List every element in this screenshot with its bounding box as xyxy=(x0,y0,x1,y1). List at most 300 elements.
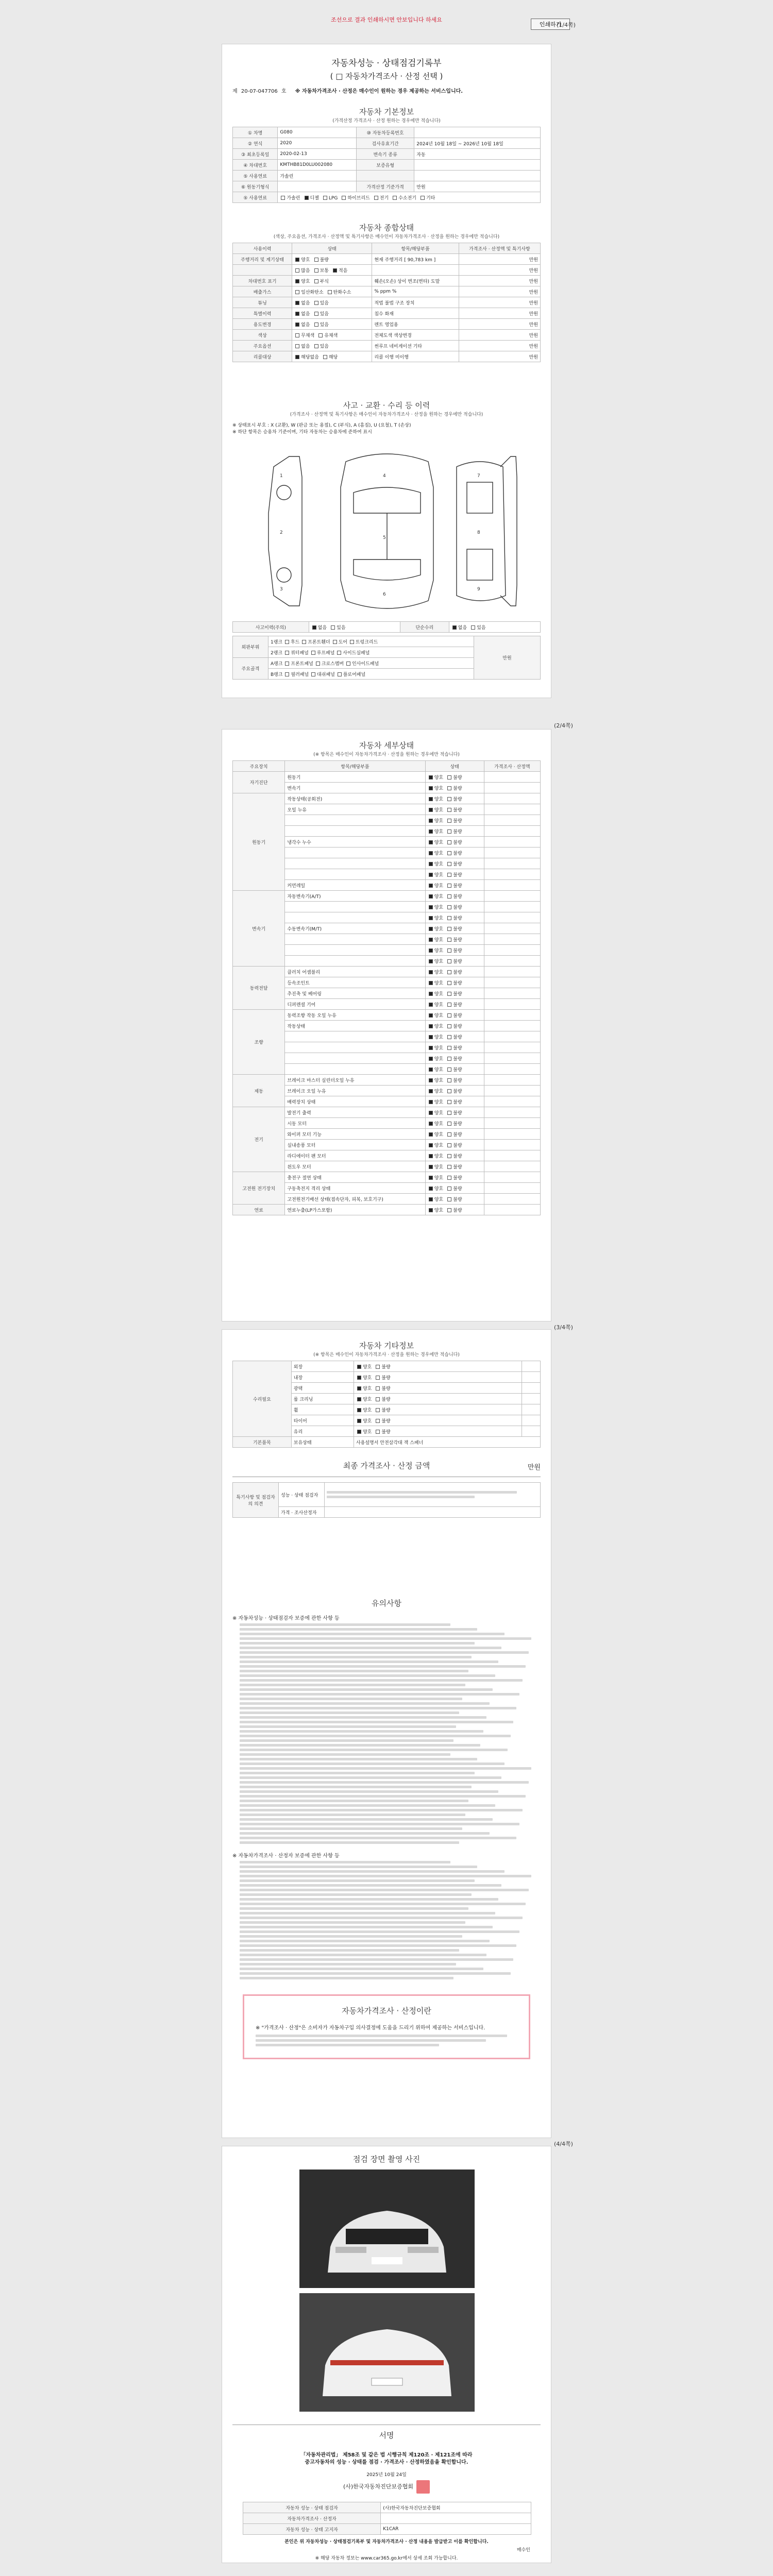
detail-item: 브레이크 마스터 실린더오일 누유 xyxy=(285,1075,425,1086)
checkbox xyxy=(295,258,299,262)
detail-status xyxy=(425,837,484,848)
checkbox xyxy=(447,1067,451,1072)
detail-row xyxy=(233,1010,541,1021)
other-item: 외장 xyxy=(291,1361,354,1372)
detail-row xyxy=(233,1075,541,1086)
detail-option: 양호 xyxy=(428,981,443,986)
detail-option: 양호 xyxy=(428,829,443,835)
detail-item: 시동 모터 xyxy=(285,1118,425,1129)
overall-option: 양호 xyxy=(294,279,310,284)
accident-legend: ※ 상태표시 부호 : X (교환), W (판금 또는 용접), C (부식), A (흠집), U (요철), T (손상) xyxy=(232,423,411,428)
detail-item: 작동상태(공회전) xyxy=(285,793,425,804)
windshield xyxy=(354,487,421,513)
overall-option: 불량 xyxy=(313,258,329,263)
checkbox xyxy=(295,323,299,327)
sign-date: 2025년 10월 24일 xyxy=(366,2472,407,2478)
overall-option: 없음 xyxy=(294,312,310,317)
checkbox xyxy=(429,1165,433,1169)
other-status xyxy=(354,1394,522,1404)
detail-status xyxy=(425,848,484,858)
detail-price xyxy=(484,1021,540,1031)
notes-body-1 xyxy=(240,1623,541,1844)
detail-item: 발전기 출력 xyxy=(285,1107,425,1118)
other-option: 불량 xyxy=(375,1376,390,1381)
detail-group: 변속기 xyxy=(233,891,285,967)
checkbox xyxy=(447,851,451,855)
checkbox xyxy=(447,808,451,812)
detail-option: 양호 xyxy=(428,1100,443,1105)
checkbox xyxy=(328,290,332,294)
detail-option: 불량 xyxy=(446,992,462,997)
detail-price xyxy=(484,988,540,999)
checkbox xyxy=(447,1197,451,1201)
detail-status xyxy=(425,1118,484,1129)
basic-label-2: 검사유효기간 xyxy=(357,138,414,149)
detail-item: 클러치 어셈블리 xyxy=(285,967,425,977)
other-option: 불량 xyxy=(375,1365,390,1370)
detail-item xyxy=(285,1042,425,1053)
overall-row xyxy=(233,276,541,286)
checkbox xyxy=(295,344,299,348)
fuel-option: 하이브리드 xyxy=(341,196,369,201)
overall-status xyxy=(292,351,372,362)
checkbox xyxy=(295,301,299,305)
detail-option: 양호 xyxy=(428,786,443,791)
overall-label: 주요옵션 xyxy=(233,341,292,351)
other-option: 양호 xyxy=(356,1376,372,1381)
detail-price xyxy=(484,815,540,826)
other-option: 불량 xyxy=(375,1386,390,1392)
detail-group: 제동 xyxy=(233,1075,285,1107)
accident-legend-2: ※ 하단 항목은 승용차 기준이며, 기타 자동차는 승용차에 준하여 표시 xyxy=(232,430,372,435)
checkbox xyxy=(447,1089,451,1093)
detail-option: 불량 xyxy=(446,1111,462,1116)
detail-option: 양호 xyxy=(428,1078,443,1083)
main-rank-a: A랭크 프론트패널 크로스멤버 인사이드패널 xyxy=(268,658,474,669)
checkbox xyxy=(447,927,451,931)
detail-option: 불량 xyxy=(446,1100,462,1105)
detail-option: 불량 xyxy=(446,1197,462,1202)
detail-item: 연료누출(LP가스포함) xyxy=(285,1205,425,1215)
checkbox xyxy=(471,625,475,630)
detail-price xyxy=(484,1161,540,1172)
simple-repair-status xyxy=(449,622,540,633)
checkbox xyxy=(312,625,316,630)
car365-note: ※ 해당 자동차 정보는 www.car365.go.kr에서 상세 조회 가능합니다. xyxy=(315,2556,458,2561)
detail-item: 커먼레일 xyxy=(285,880,425,891)
detail-item: 실내송풍 모터 xyxy=(285,1140,425,1150)
price-explain-body: ※ "가격조사 · 산정"은 소비자가 자동차구입 의사결정에 도움을 드리기 위하여 제공하는 서비스입니다. xyxy=(256,2025,485,2031)
detail-price xyxy=(484,880,540,891)
overall-option: 적음 xyxy=(332,268,347,274)
detail-price xyxy=(484,772,540,783)
detail-item xyxy=(285,1053,425,1064)
simple-repair-label: 단순수리 xyxy=(400,622,449,633)
detail-status xyxy=(425,1096,484,1107)
overall-head-1: 상태 xyxy=(292,243,372,254)
overall-detail: 전체도색 색상변경 xyxy=(372,330,459,341)
overall-detail: 썬루프 네비게이션 기타 xyxy=(372,341,459,351)
other-option: 불량 xyxy=(375,1397,390,1402)
print-notice: 조선으로 결과 인쇄하시면 안보입니다 하세요 xyxy=(331,16,442,23)
basic-items-label: 보유상태 xyxy=(291,1437,354,1448)
detail-option: 양호 xyxy=(428,1197,443,1202)
detail-option: 불량 xyxy=(446,862,462,867)
detail-option: 불량 xyxy=(446,894,462,900)
detail-title: 자동차 세부상태 xyxy=(359,741,414,750)
wheel-rear-left xyxy=(277,568,291,582)
other-price xyxy=(522,1383,541,1394)
basic-value: 2020-02-13 xyxy=(278,149,357,160)
checkbox xyxy=(376,1419,380,1423)
main-rank-b: B랭크 필러패널 대쉬패널 플로어패널 xyxy=(268,669,474,680)
overall-option: 일산화탄소 xyxy=(294,290,323,295)
checkbox xyxy=(429,1013,433,1018)
checkbox xyxy=(447,948,451,953)
detail-option: 불량 xyxy=(446,938,462,943)
sign-company: (사)한국자동차진단보증협회 xyxy=(222,2480,551,2494)
top-bar xyxy=(0,0,773,39)
detail-option: 양호 xyxy=(428,916,443,921)
detail-status xyxy=(425,912,484,923)
checkbox xyxy=(429,1197,433,1201)
svg-text:2: 2 xyxy=(280,530,283,535)
overall-status xyxy=(292,297,372,308)
overall-price: 만원 xyxy=(459,297,540,308)
detail-item xyxy=(285,912,425,923)
detail-option: 양호 xyxy=(428,959,443,964)
detail-price xyxy=(484,858,540,869)
basic-value: 가솔린 xyxy=(278,171,357,181)
detail-option: 불량 xyxy=(446,851,462,856)
checkbox xyxy=(447,905,451,909)
basic-label-2: 보증유형 xyxy=(357,160,414,171)
checkbox xyxy=(447,959,451,963)
notes-section xyxy=(232,1598,541,1981)
detail-option: 양호 xyxy=(428,927,443,932)
checkbox xyxy=(429,873,433,877)
basic-value: 2020 xyxy=(278,138,357,149)
detail-head-2: 상태 xyxy=(425,761,484,772)
basic-sub: (가격산정 가격조사 · 산정 원하는 경우에만 적습니다) xyxy=(332,118,441,124)
checkbox xyxy=(447,1111,451,1115)
detail-option: 불량 xyxy=(446,1089,462,1094)
other-item: 휠 xyxy=(291,1404,354,1415)
fuel-option: 가솔린 xyxy=(280,196,300,201)
checkbox xyxy=(429,927,433,931)
detail-row xyxy=(233,891,541,902)
final-price-title: 최종 가격조사 · 산정 금액 xyxy=(343,1461,430,1470)
checkbox xyxy=(429,884,433,888)
basic-row xyxy=(233,138,541,149)
detail-option: 양호 xyxy=(428,1132,443,1138)
detail-option: 불량 xyxy=(446,1143,462,1148)
checkbox xyxy=(314,323,318,327)
detail-option: 양호 xyxy=(428,1046,443,1051)
overall-detail: 렌트 영업용 xyxy=(372,319,459,330)
fuel-option: 디젤 xyxy=(304,196,319,201)
basic-value-2: 2024년 10월 18일 ~ 2026년 10월 18일 xyxy=(414,138,541,149)
basic-items-opts: 사용설명서 안전삼각대 잭 스패너 xyxy=(354,1437,540,1448)
detail-status xyxy=(425,1129,484,1140)
overall-head-0: 사용이력 xyxy=(233,243,292,254)
detail-price xyxy=(484,977,540,988)
basic-table xyxy=(232,127,541,203)
detail-row xyxy=(233,967,541,977)
svg-text:8: 8 xyxy=(477,530,480,535)
car-diagram xyxy=(253,446,521,616)
other-title: 자동차 기타정보 xyxy=(359,1341,414,1350)
detail-option: 불량 xyxy=(446,959,462,964)
detail-option: 양호 xyxy=(428,1208,443,1213)
wheel-front-left xyxy=(277,485,291,500)
detail-option: 양호 xyxy=(428,862,443,867)
detail-option: 불량 xyxy=(446,786,462,791)
sign-value: (사)한국자동차진단보증협회 xyxy=(381,2502,531,2513)
detail-item: 배력장치 상태 xyxy=(285,1096,425,1107)
detail-option: 불량 xyxy=(446,1187,462,1192)
fuel-option: 전기 xyxy=(373,196,389,201)
car-front-photo-icon xyxy=(299,2170,475,2288)
checkbox xyxy=(429,1176,433,1180)
detail-item: 오일 누유 xyxy=(285,804,425,815)
detail-price xyxy=(484,783,540,793)
detail-option: 양호 xyxy=(428,797,443,802)
svg-text:9: 9 xyxy=(477,587,480,592)
other-item: 광택 xyxy=(291,1383,354,1394)
car-rear-photo-icon xyxy=(299,2293,475,2412)
overall-option: 무채색 xyxy=(294,333,314,338)
sign-label: 자동차가격조사 · 산정자 xyxy=(243,2513,381,2524)
detail-status xyxy=(425,772,484,783)
basic-value: KMTHB81D0LU002080 xyxy=(278,160,357,171)
basic-row xyxy=(233,127,541,138)
doc-no-value: 20-07-047706 xyxy=(241,89,278,94)
detail-item xyxy=(285,934,425,945)
detail-price xyxy=(484,837,540,848)
other-option: 양호 xyxy=(356,1408,372,1413)
detail-group: 자기진단 xyxy=(233,772,285,793)
other-option: 양호 xyxy=(356,1365,372,1370)
detail-sub: (※ 항목은 매수인이 자동차가격조사 · 산정을 원하는 경우에만 적습니다) xyxy=(313,752,460,757)
checkbox xyxy=(429,1003,433,1007)
detail-price xyxy=(484,869,540,880)
checkbox xyxy=(357,1365,361,1369)
detail-row xyxy=(233,1205,541,1215)
detail-item: 라디에이터 팬 모터 xyxy=(285,1150,425,1161)
overall-head-3: 가격조사 · 산정액 및 특기사항 xyxy=(459,243,540,254)
checkbox xyxy=(429,1208,433,1212)
checkbox xyxy=(447,1143,451,1147)
detail-status xyxy=(425,999,484,1010)
print-button[interactable]: 인쇄하기 xyxy=(531,19,570,30)
accident-row xyxy=(233,622,541,633)
checkbox xyxy=(429,905,433,909)
accident-title: 사고 · 교환 · 수리 등 이력 xyxy=(343,401,430,410)
checkbox xyxy=(314,279,318,283)
checkbox xyxy=(429,894,433,899)
accident-option: 없음 xyxy=(311,625,327,631)
detail-item xyxy=(285,869,425,880)
checkbox xyxy=(429,1154,433,1158)
sign-buyer: 매수인 xyxy=(516,2548,530,2553)
checkbox xyxy=(447,786,451,790)
price-explain-box xyxy=(243,1994,530,2059)
overall-detail xyxy=(372,265,459,276)
detail-item: 디퍼렌셜 기어 xyxy=(285,999,425,1010)
detail-option: 불량 xyxy=(446,797,462,802)
detail-section xyxy=(232,740,541,1215)
overall-status xyxy=(292,330,372,341)
checkbox xyxy=(429,819,433,823)
detail-price xyxy=(484,1172,540,1183)
overall-option: 없음 xyxy=(294,301,310,306)
detail-status xyxy=(425,988,484,999)
detail-item: 추진축 및 베어링 xyxy=(285,988,425,999)
fuel-row xyxy=(233,192,541,203)
detail-option: 양호 xyxy=(428,894,443,900)
detail-item: 변속기 xyxy=(285,783,425,793)
car-side-left xyxy=(268,456,302,606)
basic-label-2: 가격산정 기준가격 xyxy=(357,181,414,192)
checkbox xyxy=(429,1187,433,1191)
basic-label: ⑤ 사용연료 xyxy=(233,171,278,181)
final-price-unit: 만원 xyxy=(527,1464,541,1471)
checkbox xyxy=(295,290,299,294)
accident-status xyxy=(309,622,400,633)
overall-label: 특별이력 xyxy=(233,308,292,319)
other-option: 양호 xyxy=(356,1430,372,1435)
detail-row xyxy=(233,1107,541,1118)
detail-price xyxy=(484,967,540,977)
detail-option: 양호 xyxy=(428,1035,443,1040)
doc-title: 자동차성능 · 상태점검기록부 xyxy=(331,58,442,69)
detail-option: 양호 xyxy=(428,938,443,943)
checkbox xyxy=(429,786,433,790)
detail-status xyxy=(425,880,484,891)
other-item: 내장 xyxy=(291,1372,354,1383)
checkbox xyxy=(447,840,451,844)
detail-item xyxy=(285,902,425,912)
detail-status xyxy=(425,1194,484,1205)
accident-label: 사고이력(주의) xyxy=(233,622,309,633)
basic-value-2 xyxy=(414,127,541,138)
page-counter-3: (3/4쪽) xyxy=(554,1324,573,1331)
other-price xyxy=(522,1404,541,1415)
detail-price xyxy=(484,934,540,945)
basic-value: G080 xyxy=(278,127,357,138)
detail-option: 양호 xyxy=(428,992,443,997)
other-item: 유리 xyxy=(291,1426,354,1437)
other-option: 양호 xyxy=(356,1419,372,1424)
checkbox xyxy=(447,1187,451,1191)
overall-label: 배출가스 xyxy=(233,286,292,297)
detail-status xyxy=(425,1010,484,1021)
detail-option: 불량 xyxy=(446,1067,462,1073)
detail-price xyxy=(484,1053,540,1064)
checkbox xyxy=(447,1176,451,1180)
overall-label: 용도변경 xyxy=(233,319,292,330)
detail-status xyxy=(425,923,484,934)
accident-summary xyxy=(232,621,541,633)
detail-price xyxy=(484,1118,540,1129)
detail-status xyxy=(425,967,484,977)
detail-status xyxy=(425,1205,484,1215)
detail-option: 불량 xyxy=(446,884,462,889)
accident-tables xyxy=(232,621,541,680)
detail-price xyxy=(484,891,540,902)
other-price xyxy=(522,1426,541,1437)
overall-option: 많음 xyxy=(294,268,310,274)
other-item: 룸 크리닝 xyxy=(291,1394,354,1404)
checkbox xyxy=(429,1067,433,1072)
other-status xyxy=(354,1361,522,1372)
sign-row xyxy=(243,2524,531,2535)
detail-status xyxy=(425,783,484,793)
basic-value-2: 만원 xyxy=(414,181,541,192)
detail-option: 불량 xyxy=(446,1165,462,1170)
detail-option: 양호 xyxy=(428,1122,443,1127)
detail-option: 불량 xyxy=(446,840,462,845)
detail-option: 불량 xyxy=(446,1024,462,1029)
detail-item: 수동변속기(M/T) xyxy=(285,923,425,934)
checkbox xyxy=(447,1046,451,1050)
notes-title: 유의사항 xyxy=(372,1599,401,1608)
checkbox xyxy=(295,312,299,316)
overall-detail: % ppm % xyxy=(372,286,459,297)
overall-row xyxy=(233,308,541,319)
detail-option: 불량 xyxy=(446,981,462,986)
checkbox xyxy=(429,970,433,974)
notes-heading-2: ※ 자동차가격조사 · 산정자 보증에 관한 사항 등 xyxy=(232,1853,340,1859)
basic-value-2 xyxy=(414,171,541,181)
overall-option: 해당 xyxy=(322,355,338,360)
checkbox xyxy=(447,1100,451,1104)
accident-option: 있음 xyxy=(330,625,345,631)
other-option: 불량 xyxy=(375,1408,390,1413)
detail-option: 양호 xyxy=(428,1057,443,1062)
other-price xyxy=(522,1394,541,1404)
overall-status xyxy=(292,254,372,265)
checkbox xyxy=(357,1419,361,1423)
detail-item xyxy=(285,956,425,967)
detail-option: 양호 xyxy=(428,1089,443,1094)
checkbox xyxy=(429,1078,433,1082)
fuel-option: 수소전기 xyxy=(392,196,416,201)
doc-no-label: 제 xyxy=(232,89,238,94)
basic-label: ⑥ 원동기형식 xyxy=(233,181,278,192)
checkbox xyxy=(323,196,327,200)
overall-status xyxy=(292,286,372,297)
detail-status xyxy=(425,1086,484,1096)
checkbox xyxy=(447,1078,451,1082)
detail-status xyxy=(425,956,484,967)
special-label: 특기사항 및 점검자의 의견 xyxy=(233,1483,279,1518)
detail-group: 동력전달 xyxy=(233,967,285,1010)
company-seal xyxy=(416,2480,430,2494)
checkbox xyxy=(357,1386,361,1391)
overall-table xyxy=(232,243,541,362)
doc-subtitle: ( □ 자동차가격조사 · 산정 선택 ) xyxy=(330,72,443,81)
checkbox xyxy=(429,959,433,963)
detail-option: 불량 xyxy=(446,948,462,954)
other-status xyxy=(354,1404,522,1415)
detail-item xyxy=(285,826,425,837)
overall-row xyxy=(233,351,541,362)
overall-option: 있음 xyxy=(313,323,329,328)
detail-price xyxy=(484,1150,540,1161)
checkbox xyxy=(452,625,457,630)
